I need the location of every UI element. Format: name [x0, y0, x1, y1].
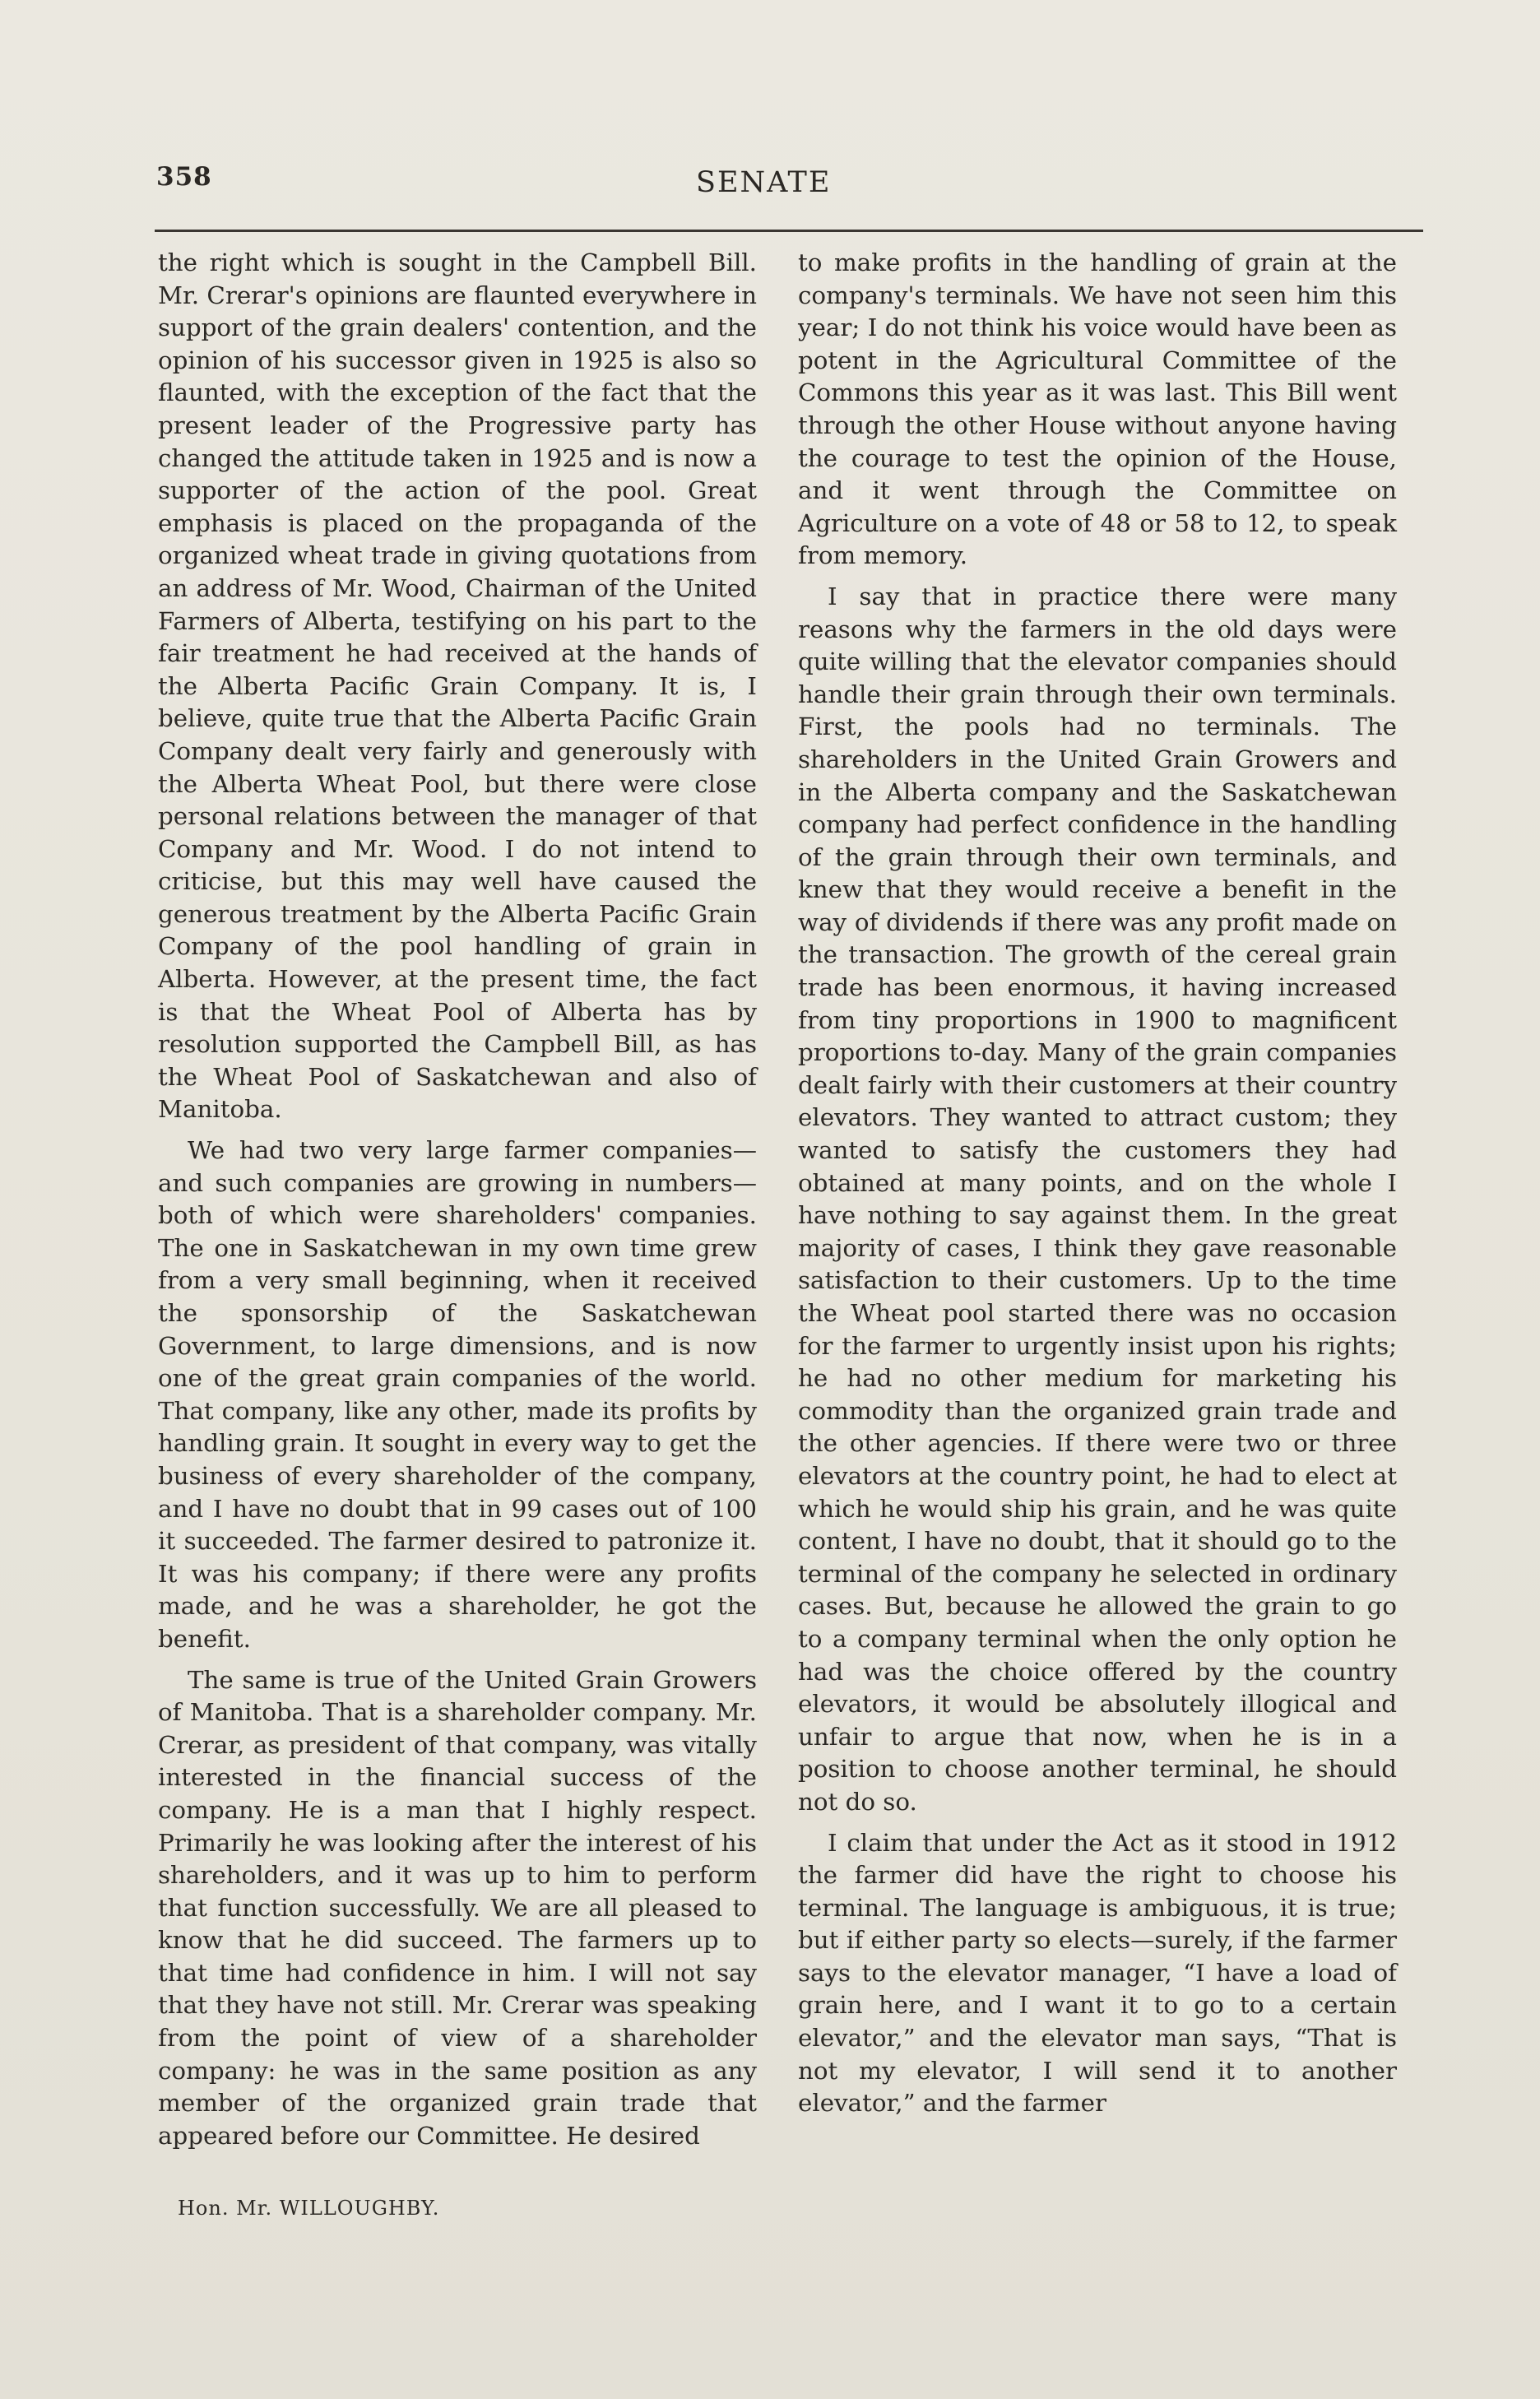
speaker-signature: Hon. Mr. WILLOUGHBY.: [178, 2197, 440, 2220]
paragraph: We had two very large farmer companies—and such companies are growing in numbers—both of which were shareholders' companies. The one in Saskatchewan in my own time grew from a very small beginning, when it received the sponsorship of the Saskatchewan Government, to large dimensions, and is now one of the great grain companies of the world. That company, like any other, made its profits by handling grain. It sought in every way to get the business of every shareholder of the company, and I have no doubt that in 99 cases out of 100 it succeeded. The farmer desired to patronize it. It was his company; if there were any profits made, and he was a shareholder, he got the benefit.: [158, 1136, 757, 1653]
paragraph: I say that in practice there were many reasons why the farmers in the old days were quite willing that the elevator companies should handle their grain through their own terminals. First, the pools had no terminals. The shareholders in the United Grain Growers and in the Alberta company and the Saskatchewan company had perfect confidence in the handling of the grain through their own terminals, and knew that they would receive a benefit in the way of dividends if there was any profit made on the transaction. The growth of the cereal grain trade has been enormous, it having increased from tiny proportions in 1900 to magnificent proportions to-day. Many of the grain companies dealt fairly with their customers at their country elevators. They wanted to attract custom; they wanted to satisfy the customers they had obtained at many points, and on the whole I have nothing to say against them. In the great majority of cases, I think they gave reasonable satisfaction to their customers. Up to the time the Wheat pool started there was no occasion for the farmer to urgently insist upon his rights; he had no other medium for marketing his commodity than the organized grain trade and the other agencies. If there were two or three elevators at the country point, he had to elect at which he would ship his grain, and he was quite content, I have no doubt, that it should go to the terminal of the company he selected in ordinary cases. But, because he allowed the grain to go to a company terminal when the only option he had was the choice offered by the country elevators, it would be absolutely illogical and unfair to argue that now, when he is in a position to choose another terminal, he should not do so.: [798, 582, 1397, 1816]
paragraph: to make profits in the handling of grain at the company's terminals. We have not seen him this year; I do not think his voice would have been as potent in the Agricultural Committee of the Commons this year as it was last. This Bill went through the other House without anyone having the courage to test the opinion of the House, and it went through the Committee on Agriculture on a vote of 48 or 58 to 12, to speak from memory.: [798, 248, 1397, 570]
left-column: [158, 247, 757, 2152]
paragraph: the right which is sought in the Campbell Bill. Mr. Crerar's opinions are flaunted everywhere in support of the grain dealers' contention, and the opinion of his successor given in 1925 is also so flaunted, with the exception of the fact that the present leader of the Progressive party has changed the attitude taken in 1925 and is now a supporter of the action of the pool. Great emphasis is placed on the propaganda of the organized wheat trade in giving quotations from an address of Mr. Wood, Chairman of the United Farmers of Alberta, testifying on his part to the fair treatment he had received at the hands of the Alberta Pacific Grain Company. It is, I believe, quite true that the Alberta Pacific Grain Company dealt very fairly and generously with the Alberta Wheat Pool, but there were close personal relations between the manager of that Company and Mr. Wood. I do not intend to criticise, but this may well have caused the generous treatment by the Alberta Pacific Grain Company of the pool handling of grain in Alberta. However, at the present time, the fact is that the Wheat Pool of Alberta has by resolution supported the Campbell Bill, as has the Wheat Pool of Saskatchewan and also of Manitoba.: [158, 248, 757, 1124]
paragraph: I claim that under the Act as it stood in 1912 the farmer did have the right to choose his terminal. The language is ambiguous, it is true; but if either party so elects—surely, if the farmer says to the elevator manager, “I have a load of grain here, and I want it to go to a certain elevator,” and the elevator man says, “That is not my elevator, I will send it to another elevator,” and the farmer: [798, 1828, 1397, 2118]
page-number: 358: [156, 162, 212, 192]
paragraph: The same is true of the United Grain Growers of Manitoba. That is a shareholder company. Mr. Crerar, as president of that company, was vitally interested in the financial success of the company. He is a man that I highly respect. Primarily he was looking after the interest of his shareholders, and it was up to him to perform that function successfully. We are all pleased to know that he did succeed. The farmers up to that time had confidence in him. I will not say that they have not still. Mr. Crerar was speaking from the point of view of a shareholder company: he was in the same position as any member of the organized grain trade that appeared before our Committee. He desired: [158, 1665, 757, 2150]
header-rule: [155, 230, 1423, 232]
running-head: SENATE: [696, 166, 832, 199]
right-column: [798, 247, 1397, 2120]
